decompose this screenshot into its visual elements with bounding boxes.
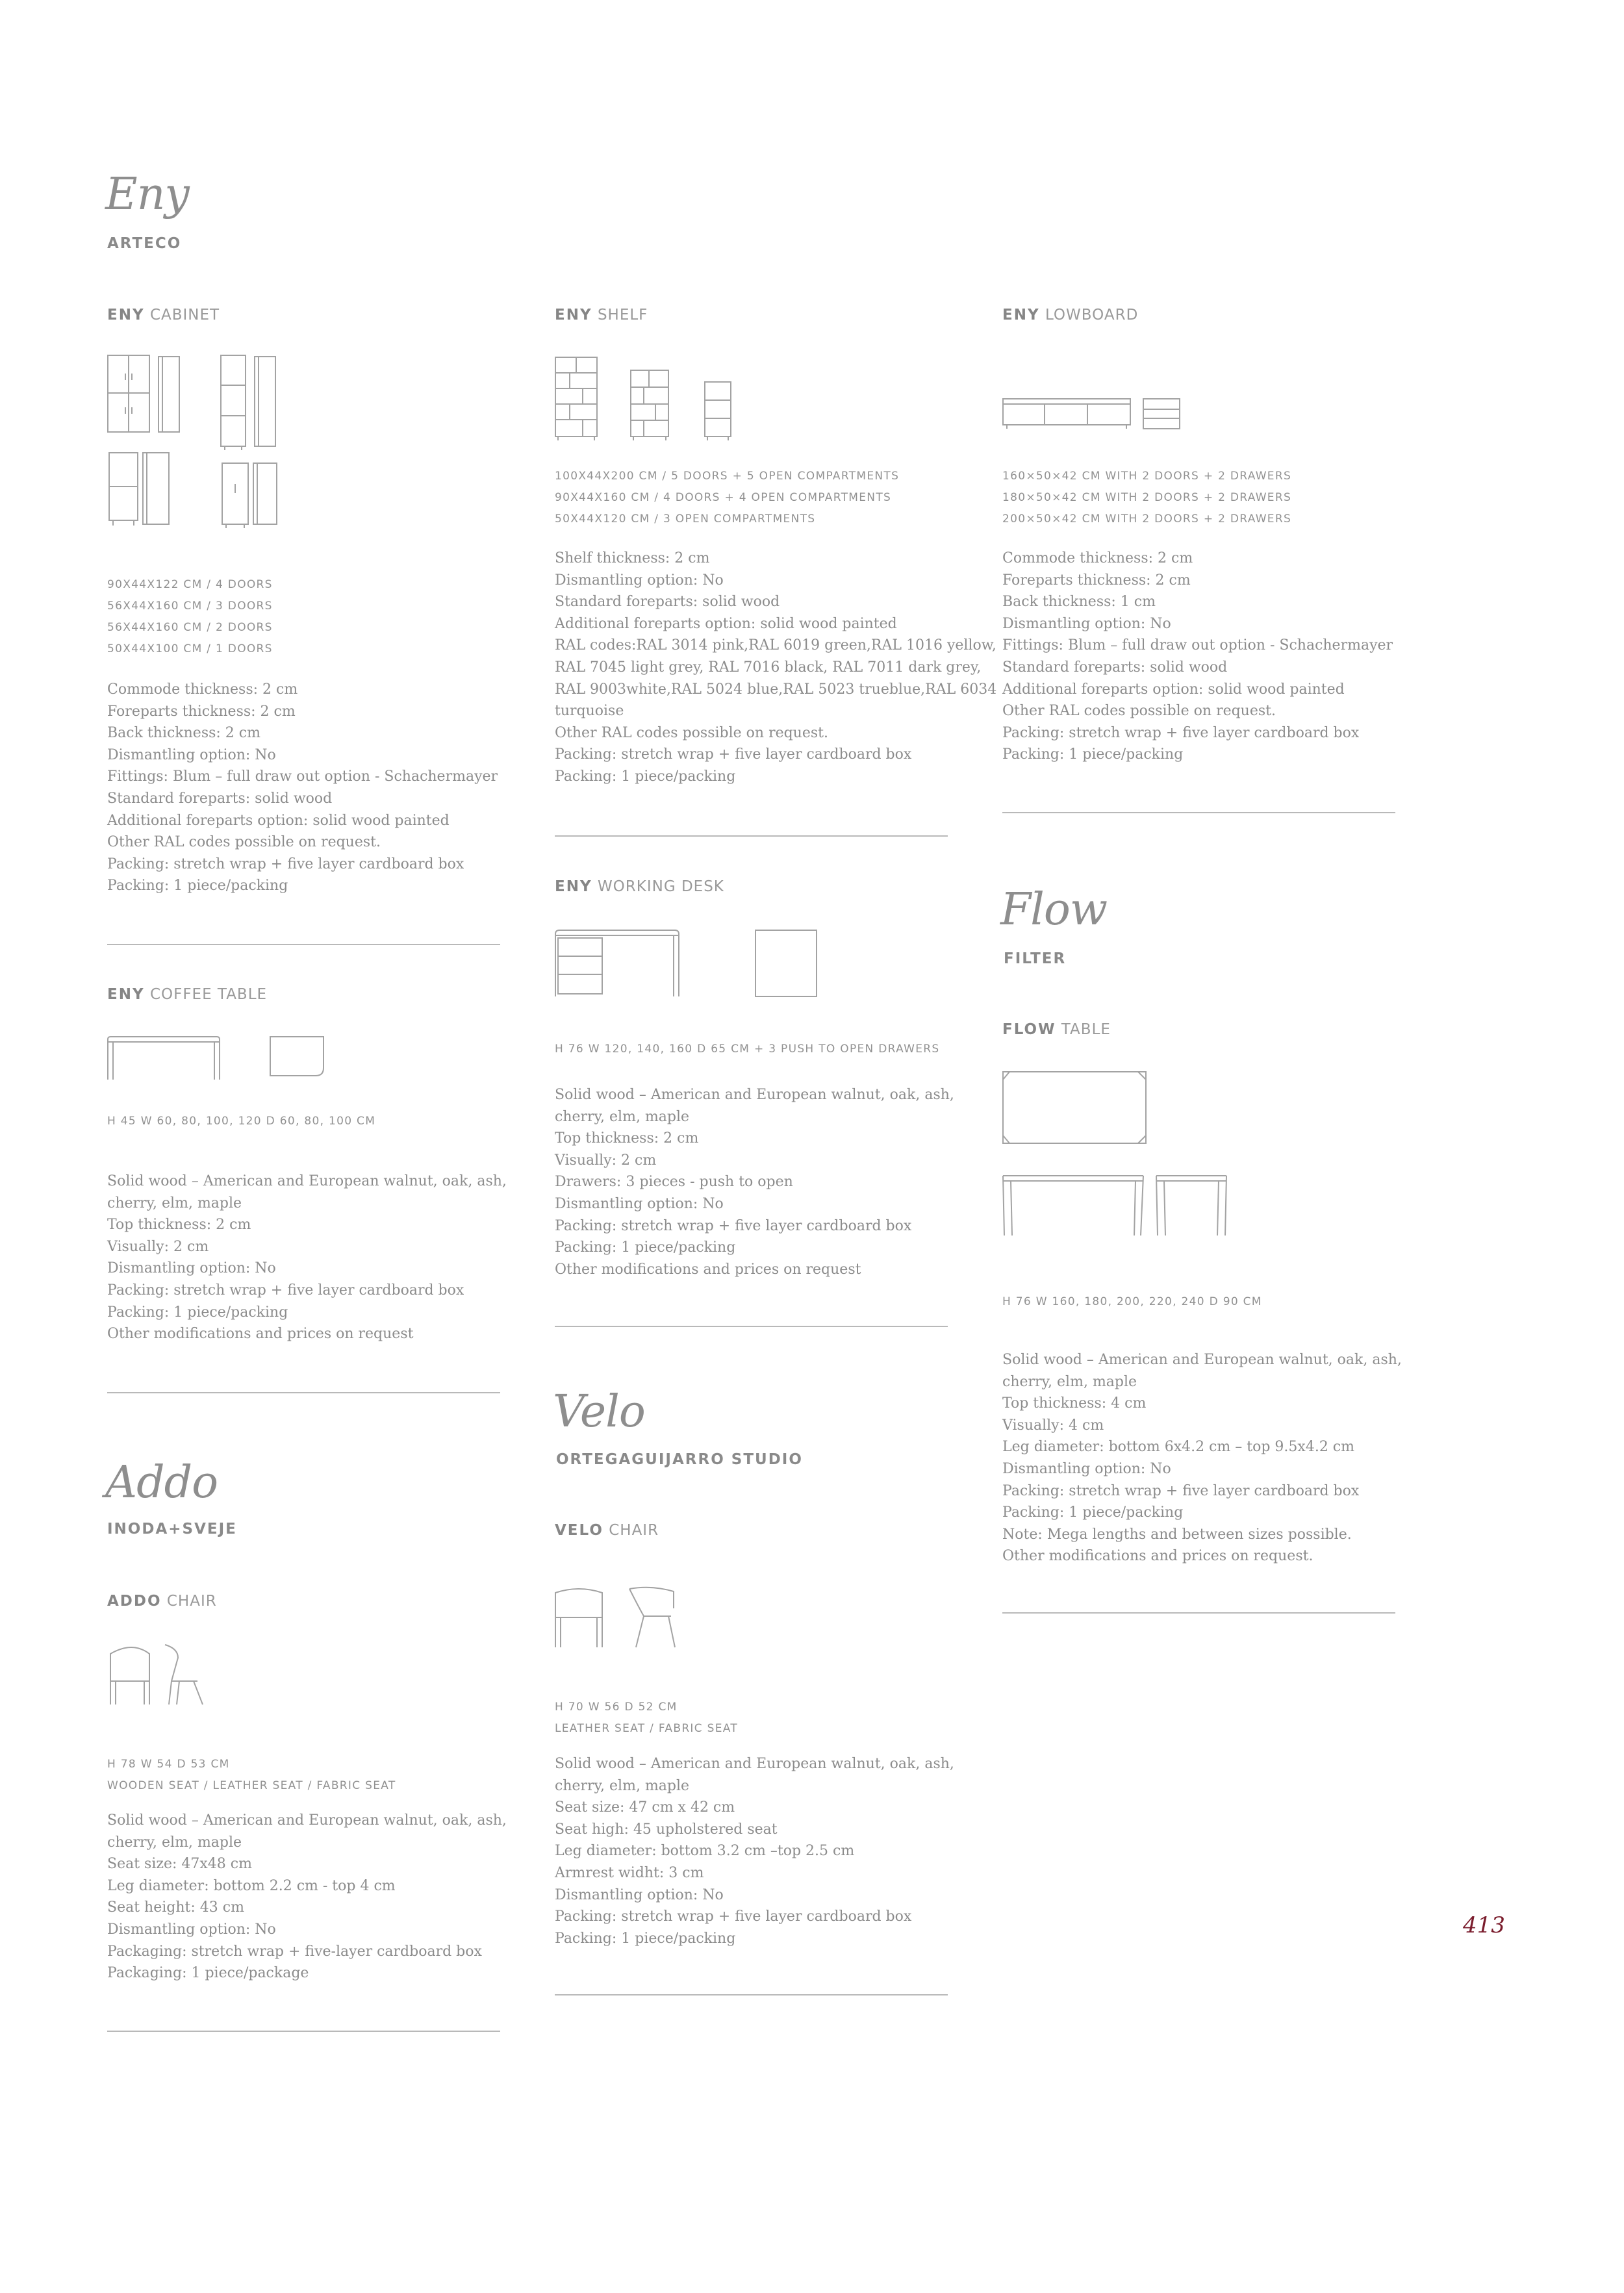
dims-line: 56X44X160 CM / 3 DOORS	[107, 600, 273, 613]
brand-eny: Eny	[105, 169, 189, 220]
spec-line: Standard foreparts: solid wood	[107, 790, 333, 807]
spec-line: Other RAL codes possible on request.	[107, 834, 381, 851]
dims-line: H 76 W 120, 140, 160 D 65 CM + 3 PUSH TO OPEN DRAWERS	[555, 1043, 940, 1056]
eny-coffee-table-drawing	[107, 1035, 327, 1082]
eny-lowboard-drawing	[1002, 398, 1184, 433]
dims-line: 100X44X200 CM / 5 DOORS + 5 OPEN COMPARTMENTS	[555, 470, 900, 483]
divider	[107, 2031, 500, 2032]
spec-line: Packing: stretch wrap + five layer cardboard box	[555, 1217, 912, 1234]
dims-line: 56X44X160 CM / 2 DOORS	[107, 621, 273, 634]
spec-line: Top thickness: 2 cm	[555, 1130, 699, 1147]
spec-line: Seat size: 47 cm x 42 cm	[555, 1799, 735, 1816]
product-title-rest: CHAIR	[166, 1593, 217, 1610]
product-title-bold: ENY	[107, 986, 145, 1003]
eny-coffee-table-specs	[107, 1171, 507, 1345]
spec-line: Armrest widht: 3 cm	[555, 1864, 704, 1881]
product-title-rest: COFFEE TABLE	[149, 986, 268, 1003]
spec-line: Packing: stretch wrap + five layer cardboard box	[107, 1282, 464, 1299]
spec-line: Solid wood – American and European walnut, oak, ash,	[107, 1173, 507, 1189]
dims-line: H 78 W 54 D 53 CM	[107, 1758, 230, 1771]
product-title-bold: ENY	[555, 878, 592, 895]
spec-line: Back thickness: 2 cm	[107, 725, 260, 742]
spec-line: Packing: 1 piece/packing	[555, 768, 736, 785]
product-title-rest: WORKING DESK	[597, 878, 724, 895]
product-title-bold: ADDO	[107, 1593, 162, 1610]
velo-chair-dims	[555, 1697, 738, 1740]
brand-velo: Velo	[553, 1386, 645, 1438]
eny-working-desk-dims	[555, 1039, 939, 1060]
addo-chair-drawing	[107, 1642, 210, 1707]
addo-chair-specs	[107, 1810, 507, 1984]
spec-line: Dismantling option: No	[1002, 615, 1171, 632]
dims-line: 160×50×42 CM WITH 2 DOORS + 2 DRAWERS	[1002, 470, 1292, 483]
flow-table-drawing	[1002, 1070, 1236, 1239]
spec-line: Packaging: stretch wrap + five-layer cardboard box	[107, 1943, 482, 1960]
product-title-velo-chair	[555, 1523, 659, 1538]
addo-chair-dims	[107, 1754, 396, 1797]
eny-working-desk-specs	[555, 1084, 954, 1280]
spec-line: Leg diameter: bottom 6x4.2 cm – top 9.5x4.2 cm	[1002, 1439, 1354, 1456]
spec-line: Shelf thickness: 2 cm	[555, 550, 710, 566]
spec-line: Back thickness: 1 cm	[1002, 594, 1156, 611]
eny-shelf-specs	[555, 548, 996, 788]
dims-line: 50X44X120 CM / 3 OPEN COMPARTMENTS	[555, 513, 816, 526]
spec-line: Packing: stretch wrap + five layer cardboard box	[1002, 724, 1360, 741]
product-title-bold: ENY	[1002, 307, 1040, 323]
product-title-bold: ENY	[555, 307, 592, 323]
divider	[555, 835, 948, 837]
spec-line: cherry, elm, maple	[107, 1834, 242, 1851]
spec-line: Visually: 2 cm	[555, 1152, 657, 1169]
eny-coffee-table-dims	[107, 1111, 375, 1132]
spec-line: Packing: 1 piece/packing	[107, 1304, 288, 1321]
brand-flow: Flow	[1000, 884, 1108, 935]
eny-lowboard-specs	[1002, 548, 1393, 766]
product-title-rest: CHAIR	[609, 1522, 659, 1539]
brand-addo: Addo	[105, 1457, 218, 1508]
product-title-eny-cabinet	[107, 308, 220, 323]
spec-line: Additional foreparts option: solid wood painted	[107, 812, 450, 829]
product-title-addo-chair	[107, 1594, 217, 1609]
divider	[1002, 1612, 1395, 1614]
spec-line: Dismantling option: No	[107, 1921, 276, 1938]
dims-line: LEATHER SEAT / FABRIC SEAT	[555, 1722, 739, 1735]
spec-line: Packing: stretch wrap + five layer cardboard box	[555, 746, 912, 763]
spec-line: Seat high: 45 upholstered seat	[555, 1821, 778, 1838]
spec-line: Visually: 4 cm	[1002, 1417, 1104, 1434]
spec-line: Packing: 1 piece/packing	[1002, 1504, 1184, 1521]
spec-line: RAL 7045 light grey, RAL 7016 black, RAL 7011 dark grey,	[555, 659, 982, 676]
spec-line: Other modifications and prices on request.	[1002, 1548, 1313, 1565]
spec-line: Leg diameter: bottom 2.2 cm - top 4 cm	[107, 1877, 396, 1894]
spec-line: RAL codes:RAL 3014 pink,RAL 6019 green,RAL 1016 yellow,	[555, 637, 996, 654]
dims-line: 180×50×42 CM WITH 2 DOORS + 2 DRAWERS	[1002, 491, 1292, 504]
spec-line: Seat size: 47x48 cm	[107, 1856, 252, 1873]
spec-line: Packaging: 1 piece/package	[107, 1965, 309, 1982]
spec-line: Solid wood – American and European walnut, oak, ash,	[555, 1087, 954, 1103]
spec-line: Packing: 1 piece/packing	[555, 1930, 736, 1947]
spec-line: Packing: 1 piece/packing	[1002, 746, 1184, 763]
eny-lowboard-dims	[1002, 466, 1291, 530]
spec-line: Packing: 1 piece/packing	[555, 1239, 736, 1256]
spec-line: Fittings: Blum – full draw out option - Schachermayer	[107, 768, 498, 785]
spec-line: Solid wood – American and European walnut, oak, ash,	[555, 1756, 954, 1772]
dims-line: 90X44X122 CM / 4 DOORS	[107, 578, 273, 591]
dims-line: 50X44X100 CM / 1 DOORS	[107, 642, 273, 655]
product-title-bold: VELO	[555, 1522, 603, 1539]
page-number: 413	[1463, 1912, 1505, 1938]
product-title-eny-coffee-table	[107, 987, 267, 1002]
divider	[107, 1392, 500, 1393]
product-title-eny-shelf	[555, 308, 648, 323]
product-title-bold: ENY	[107, 307, 145, 323]
spec-line: Dismantling option: No	[1002, 1460, 1171, 1477]
designer-inoda-sveje: INODA+SVEJE	[107, 1521, 237, 1538]
spec-line: Note: Mega lengths and between sizes possible.	[1002, 1526, 1352, 1543]
spec-line: Additional foreparts option: solid wood painted	[1002, 681, 1345, 698]
divider	[1002, 812, 1395, 813]
spec-line: Foreparts thickness: 2 cm	[107, 703, 296, 720]
spec-line: Solid wood – American and European walnut, oak, ash,	[1002, 1352, 1402, 1368]
spec-line: Foreparts thickness: 2 cm	[1002, 572, 1191, 589]
spec-line: Leg diameter: bottom 3.2 cm –top 2.5 cm	[555, 1843, 855, 1860]
spec-line: cherry, elm, maple	[1002, 1373, 1137, 1390]
spec-line: Commode thickness: 2 cm	[107, 681, 298, 698]
designer-filter: FILTER	[1004, 950, 1067, 967]
product-title-rest: TABLE	[1061, 1021, 1111, 1038]
spec-line: Seat height: 43 cm	[107, 1899, 244, 1916]
spec-line: Solid wood – American and European walnut, oak, ash,	[107, 1812, 507, 1829]
dims-line: 200×50×42 CM WITH 2 DOORS + 2 DRAWERS	[1002, 513, 1292, 526]
designer-ortegaguijarro-studio: ORTEGAGUIJARRO STUDIO	[556, 1451, 803, 1468]
spec-line: Packing: stretch wrap + five layer cardboard box	[1002, 1482, 1360, 1499]
spec-line: turquoise	[555, 703, 624, 720]
spec-line: Top thickness: 4 cm	[1002, 1395, 1147, 1412]
product-title-rest: SHELF	[597, 307, 648, 323]
dims-line: H 45 W 60, 80, 100, 120 D 60, 80, 100 CM	[107, 1115, 376, 1128]
product-title-eny-working-desk	[555, 880, 724, 894]
divider	[555, 1326, 948, 1327]
spec-line: Top thickness: 2 cm	[107, 1217, 251, 1234]
dims-line: 90X44X160 CM / 4 DOORS + 4 OPEN COMPARTMENTS	[555, 491, 892, 504]
velo-chair-specs	[555, 1753, 954, 1949]
spec-line: Packing: stretch wrap + five layer cardboard box	[107, 855, 464, 872]
spec-line: Drawers: 3 pieces - push to open	[555, 1174, 793, 1191]
dims-line: H 76 W 160, 180, 200, 220, 240 D 90 CM	[1002, 1295, 1262, 1308]
spec-line: cherry, elm, maple	[555, 1777, 690, 1794]
eny-working-desk-drawing	[554, 929, 820, 1000]
product-title-rest: LOWBOARD	[1045, 307, 1139, 323]
spec-line: Other RAL codes possible on request.	[1002, 703, 1276, 720]
flow-table-dims	[1002, 1291, 1262, 1313]
spec-line: Dismantling option: No	[555, 1195, 724, 1212]
divider	[555, 1994, 948, 1995]
velo-chair-drawing	[554, 1585, 684, 1650]
product-title-bold: FLOW	[1002, 1021, 1056, 1038]
spec-line: Standard foreparts: solid wood	[1002, 659, 1228, 676]
eny-shelf-drawing	[554, 356, 736, 444]
flow-table-specs	[1002, 1349, 1402, 1567]
product-title-eny-lowboard	[1002, 308, 1138, 323]
spec-line: Fittings: Blum – full draw out option - Schachermayer	[1002, 637, 1393, 654]
dims-line: H 70 W 56 D 52 CM	[555, 1701, 678, 1714]
spec-line: Dismantling option: No	[555, 1886, 724, 1903]
eny-shelf-dims	[555, 466, 899, 530]
spec-line: cherry, elm, maple	[555, 1108, 690, 1125]
spec-line: Dismantling option: No	[555, 572, 724, 589]
spec-line: Other modifications and prices on request	[107, 1326, 414, 1343]
eny-cabinet-dims	[107, 574, 273, 660]
eny-cabinet-drawing	[107, 354, 282, 533]
spec-line: Dismantling option: No	[107, 1260, 276, 1277]
eny-cabinet-specs	[107, 679, 498, 897]
spec-line: Other RAL codes possible on request.	[555, 724, 828, 741]
spec-line: Standard foreparts: solid wood	[555, 594, 780, 611]
dims-line: WOODEN SEAT / LEATHER SEAT / FABRIC SEAT	[107, 1779, 396, 1792]
product-title-flow-table	[1002, 1022, 1111, 1037]
spec-line: Other modifications and prices on request	[555, 1261, 861, 1278]
spec-line: Visually: 2 cm	[107, 1238, 209, 1255]
designer-arteco: ARTECO	[107, 235, 182, 252]
spec-line: Additional foreparts option: solid wood painted	[555, 615, 897, 632]
spec-line: Packing: stretch wrap + five layer cardboard box	[555, 1908, 912, 1925]
product-title-rest: CABINET	[149, 307, 220, 323]
spec-line: Dismantling option: No	[107, 746, 276, 763]
divider	[107, 944, 500, 945]
spec-line: Packing: 1 piece/packing	[107, 878, 288, 894]
spec-line: cherry, elm, maple	[107, 1195, 242, 1211]
spec-line: Commode thickness: 2 cm	[1002, 550, 1193, 566]
spec-line: RAL 9003white,RAL 5024 blue,RAL 5023 trueblue,RAL 6034	[555, 681, 997, 698]
